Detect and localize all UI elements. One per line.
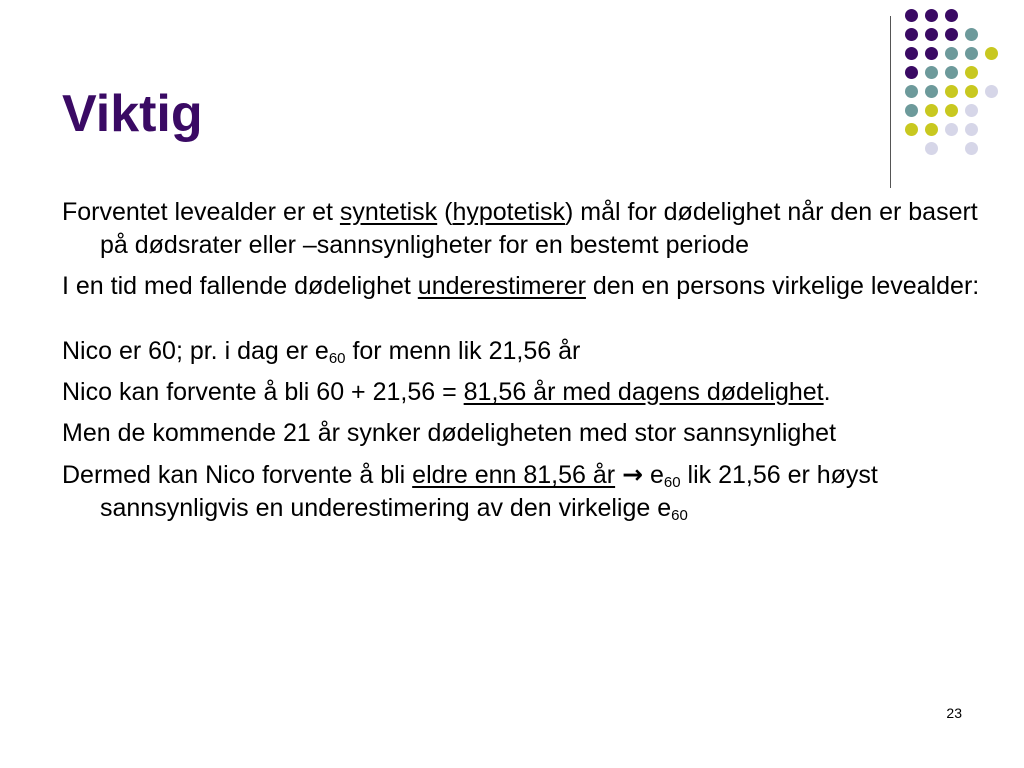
- decor-dot: [905, 85, 918, 98]
- decor-dot: [905, 9, 918, 22]
- decor-dot: [905, 47, 918, 60]
- text-run: ) mål for dødelighet når den er basert på dødsrater eller –sannsynligheter for en bestemt periode: [100, 198, 978, 259]
- decor-dot: [905, 28, 918, 41]
- text-run: lik 21,56 er høyst sannsynligvis en underestimering av den virkelige e: [100, 461, 878, 522]
- underlined-older-than: eldre enn 81,56 år: [412, 461, 616, 489]
- decor-dot: [965, 123, 978, 136]
- paragraph-conclusion: [62, 458, 982, 525]
- text-run: Nico kan forvente å bli 60 + 21,56 =: [62, 378, 464, 406]
- decor-dot: [965, 47, 978, 60]
- underlined-result: 81,56 år med dagens dødelighet: [463, 378, 824, 406]
- paragraph-future-mortality: [62, 417, 982, 450]
- decor-dot: [945, 123, 958, 136]
- slide-body: [62, 196, 982, 533]
- decor-dot: [985, 85, 998, 98]
- underlined-term-syntetisk: syntetisk: [339, 198, 438, 226]
- arrow-right-icon: →: [622, 460, 644, 489]
- decor-dot: [965, 28, 978, 41]
- decor-dot: [985, 47, 998, 60]
- decorative-divider: [890, 16, 891, 188]
- decor-dot: [925, 47, 938, 60]
- text-run: e: [643, 461, 664, 489]
- text-run: Dermed kan Nico forvente å bli: [62, 461, 413, 489]
- page-number: 23: [946, 705, 962, 721]
- decor-dot: [945, 47, 958, 60]
- decor-dot: [965, 104, 978, 117]
- text-run: I en tid med fallende dødelighet: [62, 272, 418, 300]
- text-run: Men de kommende 21 år synker dødeligheten med stor sannsynlighet: [62, 419, 837, 447]
- underlined-term-underestimerer: underestimerer: [417, 272, 586, 300]
- paragraph-nico-age: [62, 335, 982, 368]
- slide-title: Viktig: [62, 85, 203, 143]
- subscript: 60: [328, 350, 346, 367]
- decor-dot: [925, 28, 938, 41]
- decor-dot: [965, 85, 978, 98]
- decor-dot: [925, 104, 938, 117]
- decor-dot: [945, 28, 958, 41]
- decor-dot: [965, 66, 978, 79]
- text-run: Forventet levealder er et: [62, 198, 340, 226]
- decor-dot: [905, 104, 918, 117]
- decor-dot: [945, 66, 958, 79]
- decor-dot: [925, 85, 938, 98]
- decor-dot: [945, 9, 958, 22]
- paragraph-nico-expectancy: [62, 376, 982, 409]
- paragraph-falling-mortality: [62, 270, 982, 303]
- decor-dot: [925, 9, 938, 22]
- decor-dot: [945, 104, 958, 117]
- text-run: for menn lik 21,56 år: [345, 337, 581, 365]
- decorative-dot-grid: [905, 9, 1005, 169]
- text-run: den en persons virkelige levealder:: [585, 272, 980, 300]
- paragraph-synthetic-measure: [62, 196, 982, 262]
- decor-dot: [965, 142, 978, 155]
- text-run: (: [437, 198, 453, 226]
- text-run: .: [823, 378, 831, 406]
- decor-dot: [905, 123, 918, 136]
- decor-dot: [925, 66, 938, 79]
- decor-dot: [925, 123, 938, 136]
- decor-dot: [905, 66, 918, 79]
- subscript: 60: [663, 474, 681, 491]
- text-run: Nico er 60; pr. i dag er e: [62, 337, 329, 365]
- subscript: 60: [671, 507, 688, 524]
- decor-dot: [945, 85, 958, 98]
- decor-dot: [925, 142, 938, 155]
- underlined-term-hypotetisk: hypotetisk: [452, 198, 566, 226]
